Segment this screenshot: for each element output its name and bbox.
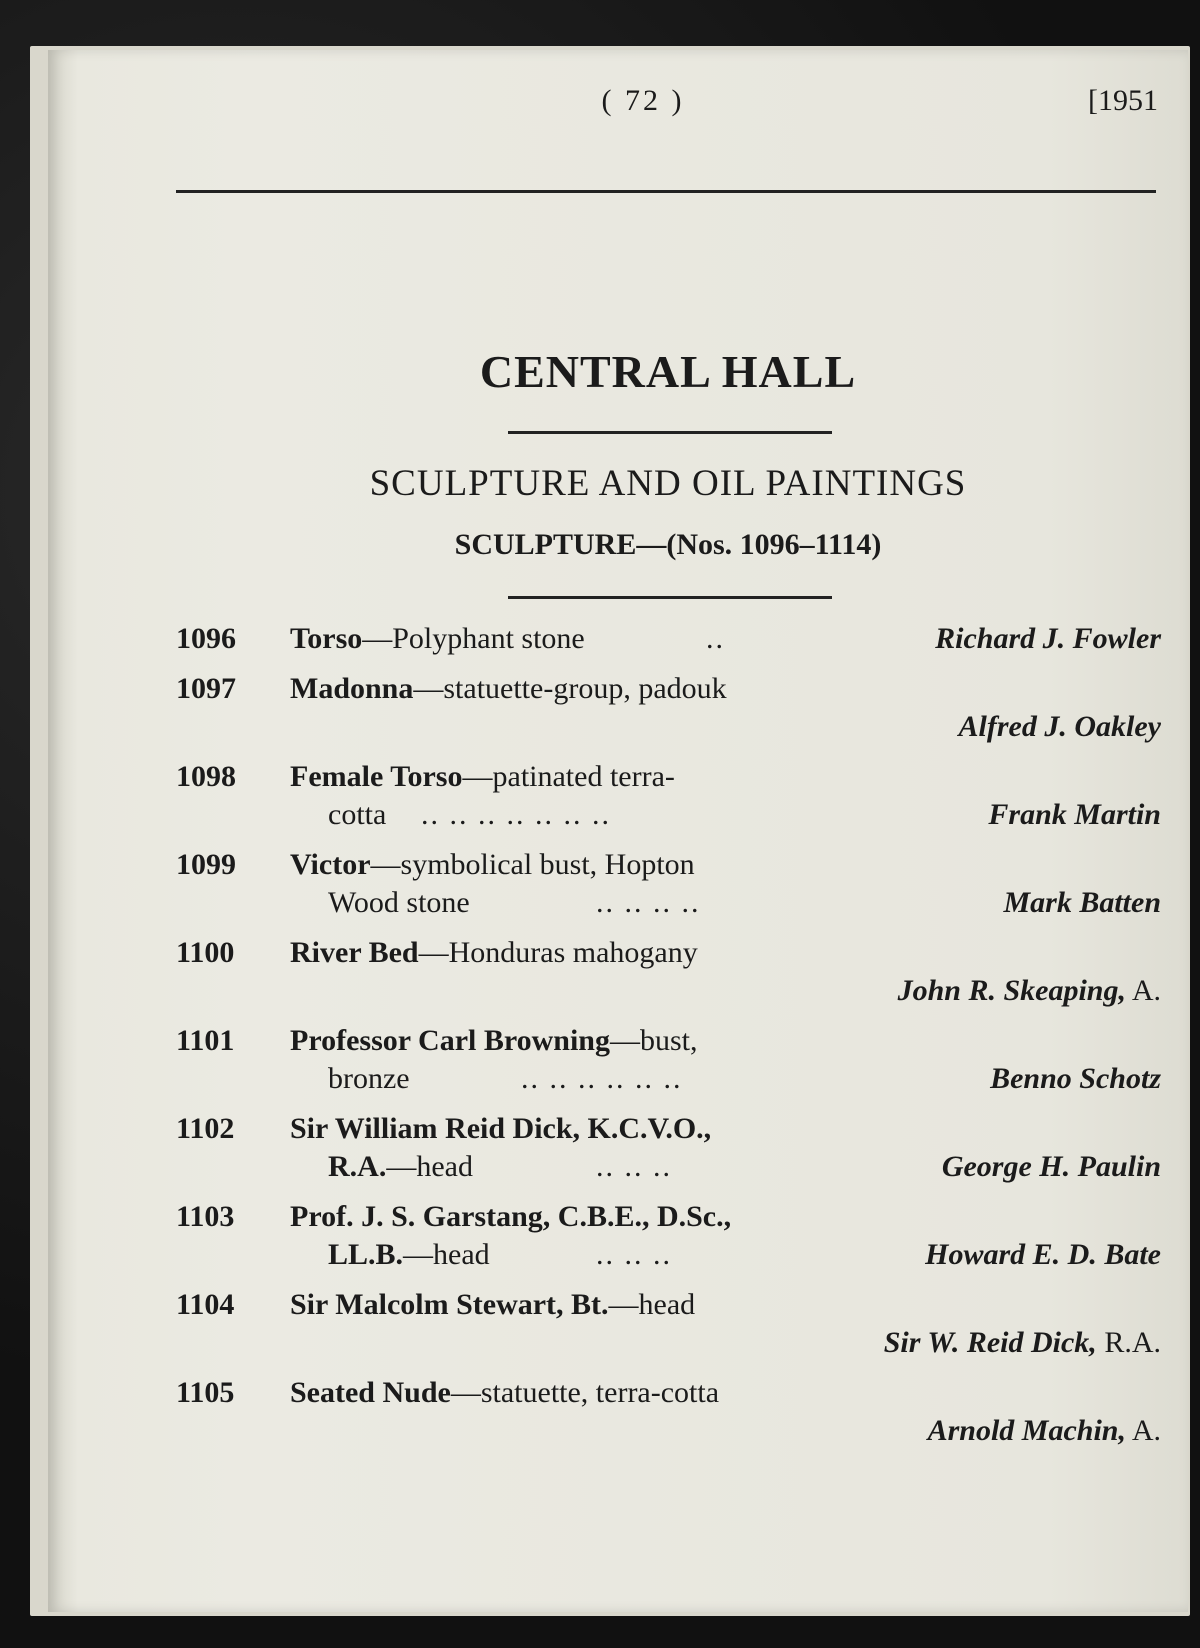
entry-description-continued: Wood stone: [328, 886, 470, 919]
catalogue-entry: [176, 934, 1161, 1010]
section-heading: [128, 528, 1200, 562]
catalogue-entry: [176, 670, 1161, 746]
entry-description: River Bed—Honduras mahogany: [290, 936, 698, 969]
entry-number: 1097: [176, 672, 236, 705]
page-header: [128, 84, 1158, 134]
section-rule: [508, 596, 832, 599]
catalogue-entry: [176, 1110, 1161, 1186]
entry-description-continued: bronze: [328, 1062, 410, 1095]
entry-number: 1100: [176, 936, 235, 969]
entry-description: Madonna—statuette-group, padouk: [290, 672, 727, 705]
entry-number: 1102: [176, 1112, 235, 1145]
entry-artist: Benno Schotz: [990, 1062, 1161, 1095]
entry-number: 1104: [176, 1288, 235, 1321]
entry-description-continued: cotta: [328, 798, 387, 831]
entry-description: Sir William Reid Dick, K.C.V.O.,: [290, 1112, 712, 1145]
entry-artist: John R. Skeaping, A.: [897, 974, 1161, 1007]
entry-artist: Howard E. D. Bate: [925, 1238, 1161, 1271]
entry-number: 1101: [176, 1024, 235, 1057]
leader-dots: ..: [706, 622, 725, 655]
section-heading-range: —(Nos. 1096–1114): [636, 528, 882, 561]
catalogue-entry: [176, 1022, 1161, 1098]
page-number: ( 72 ): [601, 84, 685, 117]
entry-description: Torso—Polyphant stone: [290, 622, 585, 655]
entry-number: 1098: [176, 760, 236, 793]
section-heading-bold: SCULPTURE: [454, 528, 637, 561]
entry-number: 1099: [176, 848, 236, 881]
title-rule: [508, 431, 832, 434]
leader-dots: .. .. ..: [596, 1150, 672, 1183]
catalogue-entry: [176, 758, 1161, 834]
entry-number: 1096: [176, 622, 236, 655]
entry-number: 1103: [176, 1200, 235, 1233]
entry-artist: Alfred J. Oakley: [958, 710, 1161, 743]
entry-description: Female Torso—patinated terra-: [290, 760, 675, 793]
leader-dots: .. .. .. .. .. .. ..: [421, 798, 611, 831]
year-label: [1951: [1088, 84, 1158, 117]
entry-artist: Sir W. Reid Dick, R.A.: [883, 1326, 1161, 1359]
leader-dots: .. .. .. ..: [596, 886, 701, 919]
entry-description-continued: LL.B.—head: [328, 1238, 490, 1271]
entry-number: 1105: [176, 1376, 235, 1409]
entry-description: Prof. J. S. Garstang, C.B.E., D.Sc.,: [290, 1200, 732, 1233]
catalogue-entry: [176, 1374, 1161, 1450]
catalogue-entry: [176, 846, 1161, 922]
page-subtitle: SCULPTURE AND OIL PAINTINGS: [369, 463, 967, 504]
entry-artist: Frank Martin: [988, 798, 1161, 831]
entry-description: Seated Nude—statuette, terra-cotta: [290, 1376, 720, 1409]
header-rule: [176, 190, 1156, 193]
entry-description: Sir Malcolm Stewart, Bt.—head: [290, 1288, 696, 1321]
catalogue-entries: [176, 620, 1161, 1462]
entry-artist: George H. Paulin: [941, 1150, 1161, 1183]
entry-artist: Richard J. Fowler: [935, 622, 1161, 655]
entry-description-continued: R.A.—head: [328, 1150, 473, 1183]
entry-artist: Arnold Machin, A.: [927, 1414, 1161, 1447]
page-title: CENTRAL HALL: [479, 346, 857, 397]
catalogue-entry: [176, 1286, 1161, 1362]
leader-dots: .. .. ..: [596, 1238, 672, 1271]
leader-dots: .. .. .. .. .. ..: [521, 1062, 683, 1095]
catalogue-entry: [176, 1198, 1161, 1274]
entry-description: Professor Carl Browning—bust,: [290, 1024, 698, 1057]
entry-description: Victor—symbolical bust, Hopton: [290, 848, 695, 881]
entry-artist: Mark Batten: [1003, 886, 1161, 919]
catalogue-entry: [176, 620, 1161, 658]
